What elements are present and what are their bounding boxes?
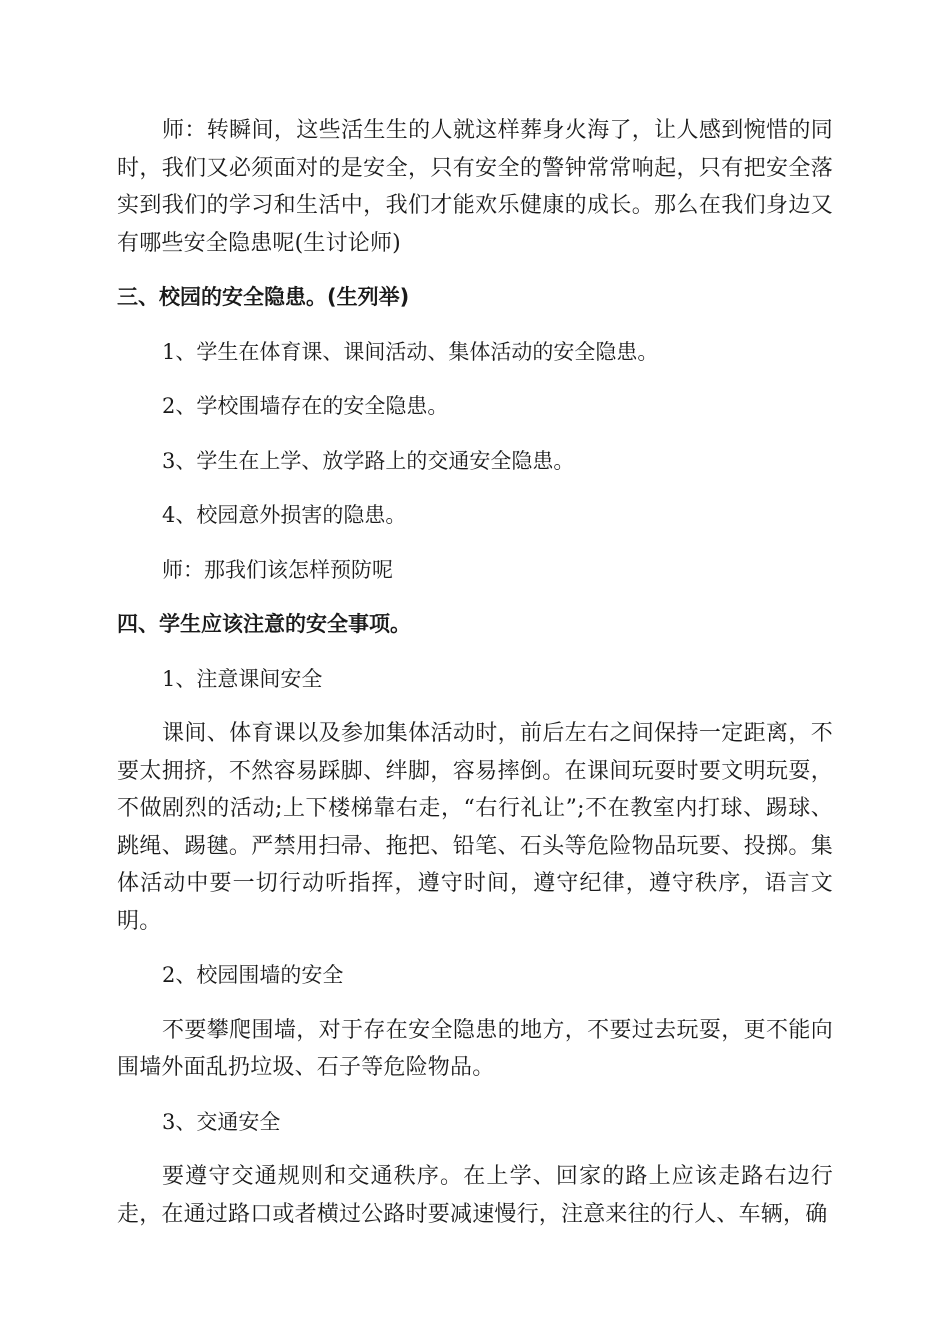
list-item: 2、学校围墙存在的安全隐患。 bbox=[162, 394, 449, 418]
subsection-title: 1、注意课间安全 bbox=[162, 666, 323, 691]
spacer bbox=[117, 698, 833, 715]
subsection-title: 2、校园围墙的安全 bbox=[162, 963, 344, 987]
subsection-title: 3、交通安全 bbox=[162, 1109, 281, 1134]
subsection-paragraph: 要遵守交通规则和交通秩序。在上学、回家的路上应该走路右边行走，在通过路口或者横过公路时要减速慢行，注意来往的行人、车辆，确 bbox=[117, 1164, 833, 1227]
teacher-question: 师：那我们该怎样预防呢 bbox=[162, 557, 393, 582]
spacer bbox=[117, 589, 833, 606]
document-page bbox=[117, 112, 833, 1233]
spacer bbox=[117, 317, 833, 334]
intro-paragraph: 师：转瞬间，这些活生生的人就这样葬身火海了，让人感到惋惜的同时，我们又必须面对的是安全，只有安全的警钟常常响起，只有把安全落实到我们的学习和生活中，我们才能欢乐健康的成长。那么在我们身边又有哪些安全隐患呢(生讨论师) bbox=[117, 118, 833, 256]
spacer bbox=[117, 426, 833, 443]
spacer bbox=[117, 940, 833, 957]
spacer bbox=[117, 262, 833, 279]
list-item: 1、学生在体育课、课间活动、集体活动的安全隐患。 bbox=[162, 339, 659, 364]
spacer bbox=[117, 995, 833, 1012]
list-item: 3、学生在上学、放学路上的交通安全隐患。 bbox=[162, 448, 575, 473]
spacer bbox=[117, 1087, 833, 1104]
spacer bbox=[117, 535, 833, 552]
spacer bbox=[117, 371, 833, 388]
list-item: 4、校园意外损害的隐患。 bbox=[162, 503, 407, 527]
section-4-heading: 四、学生应该注意的安全事项。 bbox=[117, 612, 411, 636]
spacer bbox=[117, 480, 833, 497]
spacer bbox=[117, 644, 833, 661]
spacer bbox=[117, 1141, 833, 1158]
subsection-paragraph: 课间、体育课以及参加集体活动时，前后左右之间保持一定距离，不要太拥挤，不然容易踩脚、绊脚，容易摔倒。在课间玩耍时要文明玩耍，不做剧烈的活动;上下楼梯靠右走，“右行礼让”;不在教室内打球、踢球、跳绳、踢毽。严禁用扫帚、拖把、铅笔、石头等危险物品玩要、投掷。集体活动中要一切行动听指挥，遵守时间，遵守纪律，遵守秩序，语言文明。 bbox=[117, 721, 833, 934]
subsection-paragraph: 不要攀爬围墙，对于存在安全隐患的地方，不要过去玩耍，更不能向围墙外面乱扔垃圾、石子等危险物品。 bbox=[117, 1017, 833, 1080]
section-3-heading: 三、校园的安全隐患。(生列举) bbox=[117, 285, 410, 309]
